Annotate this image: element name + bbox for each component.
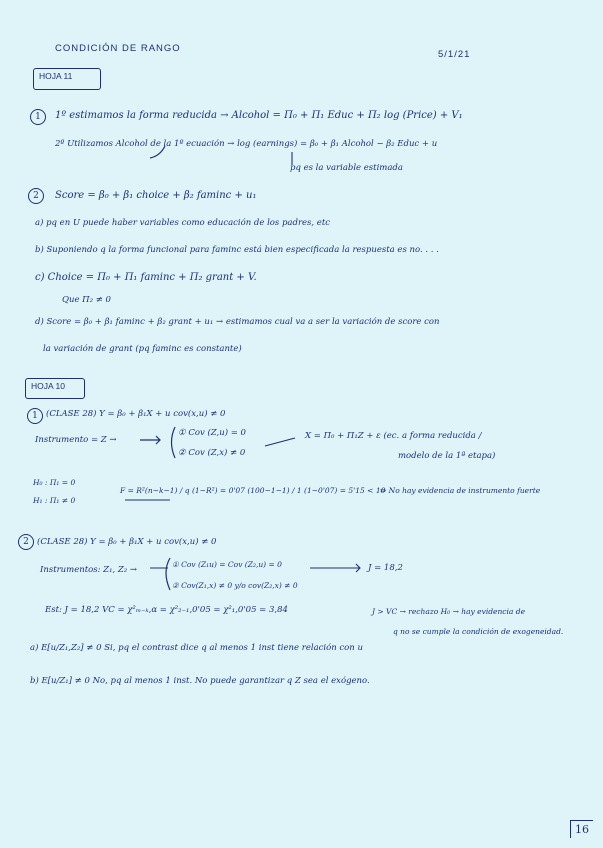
text-line: ② Cov(Z₁,x) ≠ 0 y/o cov(Z₂,x) ≠ 0 bbox=[172, 581, 298, 590]
page-date: 5/1/21 bbox=[438, 49, 471, 60]
text-line: (CLASE 28) Y = β₀ + β₁X + u cov(x,u) ≠ 0 bbox=[37, 537, 217, 547]
text-line: a) E[u/Z₁,Z₂] ≠ 0 Si, pq el contrast dice q al menos 1 inst tiene relación con u bbox=[30, 643, 363, 653]
text-line: H₁ : Π₁ ≠ 0 bbox=[33, 496, 76, 505]
page-number: 16 bbox=[570, 820, 593, 838]
annotation: pq es la variable estimada bbox=[290, 163, 403, 173]
text-line: Est: J = 18,2 VC = χ²ₘ₋ₖ,α = χ²₂₋₁,0'05 = χ²₁,0'05 = 3,84 bbox=[45, 605, 288, 615]
text-line: ⇒ No hay evidencia de instrumento fuerte bbox=[380, 486, 541, 495]
text-line: Instrumentos: Z₁, Z₂ → bbox=[40, 565, 138, 575]
text-line: X = Π₀ + Π₁Z + ε (ec. a forma reducida / bbox=[305, 431, 482, 441]
text-line: Instrumento = Z → bbox=[35, 435, 117, 445]
text-line: q no se cumple la condición de exogeneidad. bbox=[393, 627, 564, 636]
hoja-10-label: HOJA 10 bbox=[25, 378, 85, 399]
text-line: 1º estimamos la forma reducida → Alcohol = Π₀ + Π₁ Educ + Π₂ log (Price) + V₁ bbox=[55, 110, 463, 121]
item-number: 2 bbox=[18, 534, 34, 550]
text-line: la variación de grant (pq faminc es constante) bbox=[43, 344, 242, 354]
text-line: ① Cov (Z₁u) = Cov (Z₂,u) = 0 bbox=[172, 560, 282, 569]
text-line: ② Cov (Z,x) ≠ 0 bbox=[178, 448, 246, 458]
item-number: 2 bbox=[28, 188, 44, 204]
item-number: 1 bbox=[30, 109, 46, 125]
text-line: J > VC → rechazo H₀ → hay evidencia de bbox=[372, 607, 526, 616]
text-line: Que Π₂ ≠ 0 bbox=[62, 295, 111, 305]
page-title: CONDICIÓN DE RANGO bbox=[55, 43, 181, 54]
text-line: 2º Utilizamos Alcohol de la 1º ecuación → log (earnings) = β₀ + β₁ Alcohol − β₂ Educ + u bbox=[55, 139, 438, 149]
text-line: Score = β₀ + β₁ choice + β₂ faminc + u₁ bbox=[55, 190, 257, 201]
text-line: H₀ : Π₁ = 0 bbox=[33, 478, 76, 487]
text-line: modelo de la 1ª etapa) bbox=[398, 451, 496, 461]
text-line: b) E[u/Z₁] ≠ 0 No, pq al menos 1 inst. No puede garantizar q Z sea el exógeno. bbox=[30, 676, 370, 686]
text-line: b) Suponiendo q la forma funcional para faminc está bien especificada la respuesta es no. . . . bbox=[35, 245, 439, 255]
text-line: (CLASE 28) Y = β₀ + β₁X + u cov(x,u) ≠ 0 bbox=[46, 409, 226, 419]
text-line: d) Score = β₀ + β₁ faminc + β₂ grant + u₁ → estimamos cual va a ser la variación de score con bbox=[35, 317, 440, 327]
text-line: a) pq en U puede haber variables como educación de los padres, etc bbox=[35, 218, 331, 228]
item-number: 1 bbox=[27, 408, 43, 424]
text-line: J = 18,2 bbox=[368, 563, 403, 573]
text-line: ① Cov (Z,u) = 0 bbox=[178, 428, 246, 438]
formula: F = R²(n−k−1) / q (1−R²) = 0'07 (100−1−1) / 1 (1−0'07) = 5'15 < 10 bbox=[120, 486, 386, 495]
hoja-11-label: HOJA 11 bbox=[33, 68, 101, 90]
text-line: c) Choice = Π₀ + Π₁ faminc + Π₂ grant + V. bbox=[35, 272, 257, 283]
